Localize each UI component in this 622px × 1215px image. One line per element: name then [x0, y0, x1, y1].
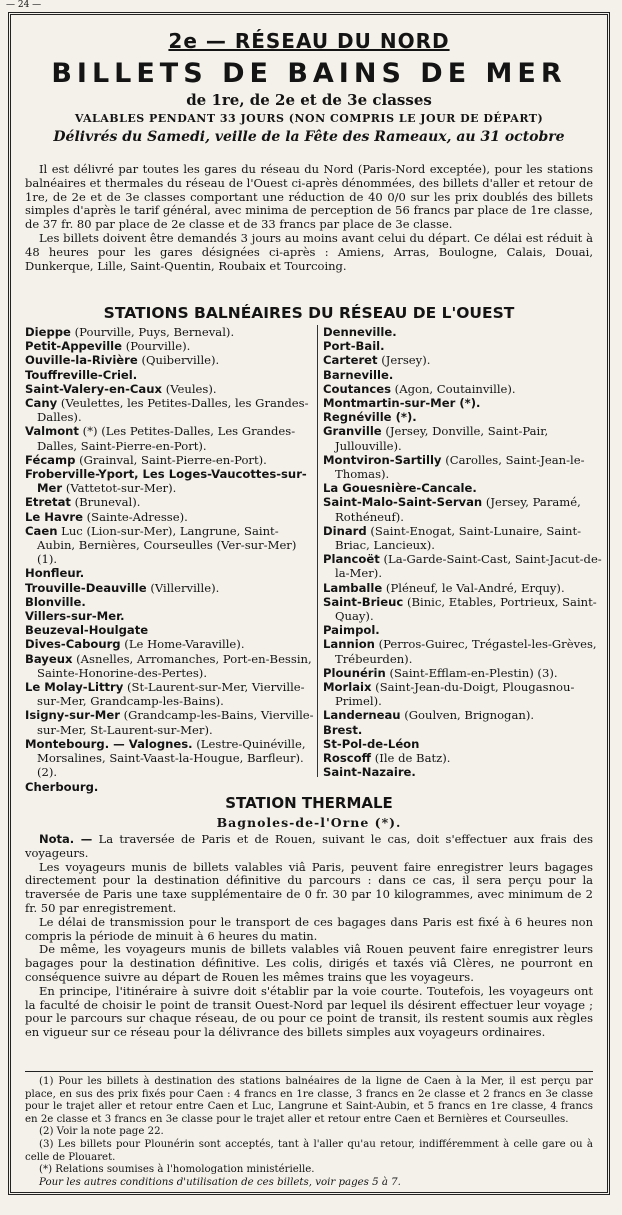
station-detail: (Grandcamp-les-Bains, Vierville-sur-Mer, St-Laurent-sur-Mer).	[37, 708, 314, 737]
station-entry	[25, 495, 315, 509]
station-detail: (Le Home-Varaville).	[124, 637, 245, 652]
station-name: Coutances	[323, 381, 391, 396]
station-name: Montebourg. — Valognes.	[25, 736, 193, 751]
station-name: Paimpol.	[323, 623, 380, 638]
footnote: (2) Voir la note page 22.	[39, 1126, 164, 1138]
station-detail: (Lestre-Quinéville, Morsalines, Saint-Vaast-la-Hougue, Barfleur). (2).	[37, 736, 306, 780]
station-detail: (Quiberville).	[141, 353, 220, 368]
intro-paragraph: Les billets doivent être demandés 3 jours au moins avant celui du départ. Ce délai est réduit à 48 heures pour les gares désignées ci-après : Amiens, Arras, Boulogne, Calais, Douai, Dunkerque, Lille, Saint-Quentin, Roubaix et Tourcoing.	[25, 230, 593, 273]
footnote: (*) Relations soumises à l'homologation ministérielle.	[39, 1164, 315, 1176]
section-title: 2e — RÉSEAU DU NORD	[168, 29, 450, 53]
nota-label: Nota. —	[39, 832, 93, 846]
station-detail: (La-Garde-Saint-Cast, Saint-Jacut-de-la-Mer).	[335, 552, 602, 581]
station-entry	[25, 382, 315, 396]
station-entry	[25, 581, 315, 595]
station-name: Bayeux	[25, 651, 73, 666]
station-entry	[323, 637, 613, 665]
station-detail: (Perros-Guirec, Trégastel-les-Grèves, Trébeurden).	[335, 637, 597, 666]
station-detail: (Pourville).	[125, 339, 191, 354]
station-name: Touffreville-Criel.	[25, 367, 138, 382]
station-detail: (Pléneuf, le Val-André, Erquy).	[385, 580, 565, 595]
station-name: Cherbourg.	[25, 779, 99, 794]
station-name: St-Pol-de-Léon	[323, 736, 420, 751]
station-detail: (Carolles, Saint-Jean-le-Thomas).	[335, 452, 585, 482]
note-paragraph: En principe, l'itinéraire à suivre doit s'établir par la voie courte. Toutefois, les voyageurs ont la faculté de choisir le point de transit Ouest-Nord par lequel ils désirent effectuer leur voyage ; pour le parcours sur chaque réseau, de ou pour ce point de transit, ils restent soumis aux règles en vigueur sur ce réseau pour la délivrance des billets simples aux voyageurs ordinaires.	[25, 983, 593, 1040]
station-name: Fécamp	[25, 452, 76, 467]
station-detail: (Saint-Efflam-en-Plestin) (3).	[389, 665, 558, 680]
main-title: BILLETS DE BAINS DE MER	[51, 58, 567, 89]
station-entry	[25, 737, 315, 780]
station-entry	[323, 751, 613, 765]
station-detail: (Saint-Jean-du-Doigt, Plougasnou-Primel).	[335, 680, 575, 709]
station-detail: (*) (Les Petites-Dalles, Les Grandes-Dalles, Saint-Pierre-en-Port).	[37, 424, 296, 453]
footnote: (1) Pour les billets à destination des stations balnéaires de la ligne de Caen à la Mer, il est perçu par place, en sus des prix fixés pour Caen : 4 francs en 1re classe, 3 francs en 2e classe et 2 francs en 3e classe pour le trajet aller et retour entre Caen et Luc, Langrune et Saint-Aubin, et 5 francs en 1re classe, 4 francs en 2e classe et 3 francs en 3e classe pour le trajet aller et retour entre Caen et Bernières et Courseulles.	[25, 1076, 593, 1125]
station-entry	[25, 339, 315, 353]
station-name: Carteret	[323, 353, 378, 368]
station-name: Villers-sur-Mer.	[25, 609, 125, 624]
station-detail: (Goulven, Brignogan).	[404, 708, 535, 723]
station-entry	[25, 609, 315, 623]
station-entry	[323, 680, 613, 708]
station-entry	[25, 780, 315, 794]
station-detail: (Veulettes, les Petites-Dalles, les Grandes-Dalles).	[37, 396, 309, 425]
station-detail: (Vattetot-sur-Mer).	[65, 481, 177, 496]
station-entry	[25, 325, 315, 339]
station-name: Dives-Cabourg	[25, 637, 121, 652]
station-detail: (Sainte-Adresse).	[86, 509, 188, 524]
station-entry	[323, 708, 613, 722]
station-detail: (Asnelles, Arromanches, Port-en-Bessin, Sainte-Honorine-des-Pertes).	[37, 651, 312, 680]
station-detail: (Villerville).	[150, 580, 220, 595]
station-name: Plounérin	[323, 665, 386, 680]
station-entry	[323, 765, 613, 779]
note-paragraph: Les voyageurs munis de billets valables viâ Paris, peuvent faire enregistrer leurs bagages directement pour la destination définitive du parcours : dans ce cas, il sera perçu pour la traversée de Paris une taxe supplémentaire de 0 fr. 30 par 10 kilogrammes, avec minimum de 2 fr. 50 par enregistrement.	[25, 859, 593, 915]
station-entry	[323, 339, 613, 353]
station-entry	[323, 552, 613, 580]
station-detail: (Agon, Coutainville).	[394, 381, 516, 396]
intro-text	[25, 163, 593, 273]
station-name: Port-Bail.	[323, 339, 385, 354]
page-number: — 24 —	[6, 0, 42, 10]
nota-text: La traversée de Paris et de Rouen, suivant le cas, doit s'effectuer aux frais des voyageurs.	[25, 832, 594, 860]
station-entry	[323, 410, 613, 424]
station-name: Etretat	[25, 495, 71, 510]
station-entry	[25, 623, 315, 637]
page-frame	[8, 12, 610, 1195]
station-entry	[25, 353, 315, 367]
station-detail: (Ile de Batz).	[374, 751, 451, 766]
station-entry	[25, 595, 315, 609]
station-entry	[323, 453, 613, 481]
note-paragraph: Le délai de transmission pour le transport de ces bagages dans Paris est fixé à 6 heures non compris la période de minuit à 6 heures du matin.	[25, 914, 593, 943]
station-name: Beuzeval-Houlgate	[25, 623, 149, 638]
station-name: Dinard	[323, 523, 367, 538]
station-entry	[323, 666, 613, 680]
station-detail: (Jersey, Paramé, Rothéneuf).	[335, 495, 581, 524]
footnote: (3) Les billets pour Plounérin sont acceptés, tant à l'aller qu'au retour, indifféremment à celle gare ou à celle de Plouaret.	[25, 1138, 593, 1163]
station-name: Lannion	[323, 637, 375, 652]
station-name: Lamballe	[323, 580, 383, 595]
station-entry	[323, 382, 613, 396]
station-name: La Gouesnière-Cancale.	[323, 481, 477, 496]
note-paragraph: De même, les voyageurs munis de billets valables viâ Rouen peuvent faire enregistrer leurs bagages pour la destination définitive. Les colis, dirigés et taxés viâ Clères, ne pourront en conséquence suivre au départ de Rouen les mêmes trains que les voyageurs.	[25, 942, 593, 984]
station-name: Blonville.	[25, 594, 86, 609]
station-name: Brest.	[323, 722, 363, 737]
station-entry	[323, 581, 613, 595]
footnote-conditions: Pour les autres conditions d'utilisation de ces billets, voir pages 5 à 7.	[39, 1176, 401, 1188]
station-name: Cany	[25, 396, 58, 411]
station-entry	[25, 424, 315, 452]
station-detail: Luc (Lion-sur-Mer), Langrune, Saint-Aubin, Bernières, Courseulles (Ver-sur-Mer) (1).	[37, 523, 297, 567]
station-name: Dieppe	[25, 325, 71, 339]
footnote-divider	[25, 1071, 593, 1072]
station-entry	[25, 566, 315, 580]
station-entry	[323, 524, 613, 552]
station-entry	[323, 723, 613, 737]
issued-line: Délivrés du Samedi, veille de la Fête des Rameaux, au 31 octobre	[53, 129, 565, 145]
station-detail: (Grainval, Saint-Pierre-en-Port).	[79, 452, 267, 467]
sub-title: de 1re, de 2e et de 3e classes	[186, 91, 432, 109]
station-entry	[25, 680, 315, 708]
station-entry	[25, 453, 315, 467]
station-name: Morlaix	[323, 680, 372, 695]
station-entry	[25, 396, 315, 424]
stations-columns	[25, 325, 602, 794]
station-detail: (Binic, Etables, Portrieux, Saint-Quay).	[335, 594, 597, 624]
station-name: Plancoët	[323, 552, 380, 567]
station-name: Roscoff	[323, 751, 372, 766]
footnotes	[25, 1076, 593, 1189]
station-name: Honfleur.	[25, 566, 85, 581]
station-name: Montmartin-sur-Mer (*).	[323, 396, 481, 411]
notes-section	[25, 833, 593, 1040]
station-name: Barneville.	[323, 367, 394, 382]
station-entry	[323, 424, 613, 452]
intro-paragraph: Il est délivré par toutes les gares du réseau du Nord (Paris-Nord exceptée), pour les stations balnéaires et thermales du réseau de l'Ouest ci-après dénommées, des billets d'aller et retour de 1re, de 2e et de 3e classes comportant une réduction de 40 0/0 sur les prix doublés des billets simples d'après le tarif général, avec minima de perception de 56 francs par place de 1re classe, de 37 fr. 80 par place de 2e classe et de 33 francs par place de 3e classe.	[25, 162, 593, 232]
station-name: Montviron-Sartilly	[323, 452, 442, 467]
station-name: Le Havre	[25, 509, 83, 524]
station-name: Saint-Brieuc	[323, 594, 404, 609]
station-entry	[323, 623, 613, 637]
station-entry	[25, 708, 315, 736]
station-entry	[323, 396, 613, 410]
column-divider	[317, 325, 318, 777]
station-name: Denneville.	[323, 325, 397, 339]
station-name: Petit-Appeville	[25, 339, 123, 354]
station-entry	[25, 510, 315, 524]
station-name: Saint-Valery-en-Caux	[25, 381, 162, 396]
station-name: Isigny-sur-Mer	[25, 708, 120, 723]
station-name: Regnéville (*).	[323, 410, 417, 425]
station-entry	[323, 737, 613, 751]
station-detail: (Jersey).	[381, 353, 431, 368]
station-detail: (Bruneval).	[74, 495, 141, 510]
station-entry	[25, 524, 315, 567]
station-name: Granville	[323, 424, 382, 439]
stations-heading: STATIONS BALNÉAIRES DU RÉSEAU DE L'OUEST	[103, 304, 515, 322]
station-entry	[25, 368, 315, 382]
validity-line: VALABLES PENDANT 33 JOURS (NON COMPRIS LE JOUR DE DÉPART)	[74, 112, 544, 125]
station-name: Landerneau	[323, 708, 401, 723]
station-entry	[323, 481, 613, 495]
station-entry	[323, 495, 613, 523]
station-detail: (Saint-Enogat, Saint-Lunaire, Saint-Briac, Lancieux).	[335, 523, 582, 553]
station-name: Trouville-Deauville	[25, 580, 147, 595]
station-entry	[323, 595, 613, 623]
thermal-station: Bagnoles-de-l'Orne (*).	[216, 815, 402, 830]
station-name: Saint-Malo-Saint-Servan	[323, 495, 483, 510]
station-name: Caen	[25, 523, 58, 538]
station-entry	[323, 368, 613, 382]
station-entry	[323, 353, 613, 367]
station-detail: (St-Laurent-sur-Mer, Vierville-sur-Mer, Grandcamp-les-Bains).	[37, 680, 305, 709]
station-name: Saint-Nazaire.	[323, 765, 416, 780]
thermal-heading: STATION THERMALE	[225, 794, 393, 812]
station-name: Ouville-la-Rivière	[25, 353, 138, 368]
nota-paragraph	[25, 833, 593, 861]
station-detail: (Pourville, Puys, Berneval).	[74, 325, 235, 339]
station-entry	[323, 325, 613, 339]
station-name: Le Molay-Littry	[25, 680, 124, 695]
station-name: Froberville-Yport, Les Loges-Vaucottes-sur-Mer	[25, 467, 307, 496]
station-entry	[25, 637, 315, 651]
station-entry	[25, 467, 315, 495]
station-detail: (Jersey, Donville, Saint-Pair, Jullouville).	[335, 424, 549, 453]
station-detail: (Veules).	[165, 381, 217, 396]
station-entry	[25, 652, 315, 680]
stations-left-column	[25, 325, 315, 794]
station-name: Valmont	[25, 424, 79, 439]
stations-right-column	[323, 325, 613, 780]
